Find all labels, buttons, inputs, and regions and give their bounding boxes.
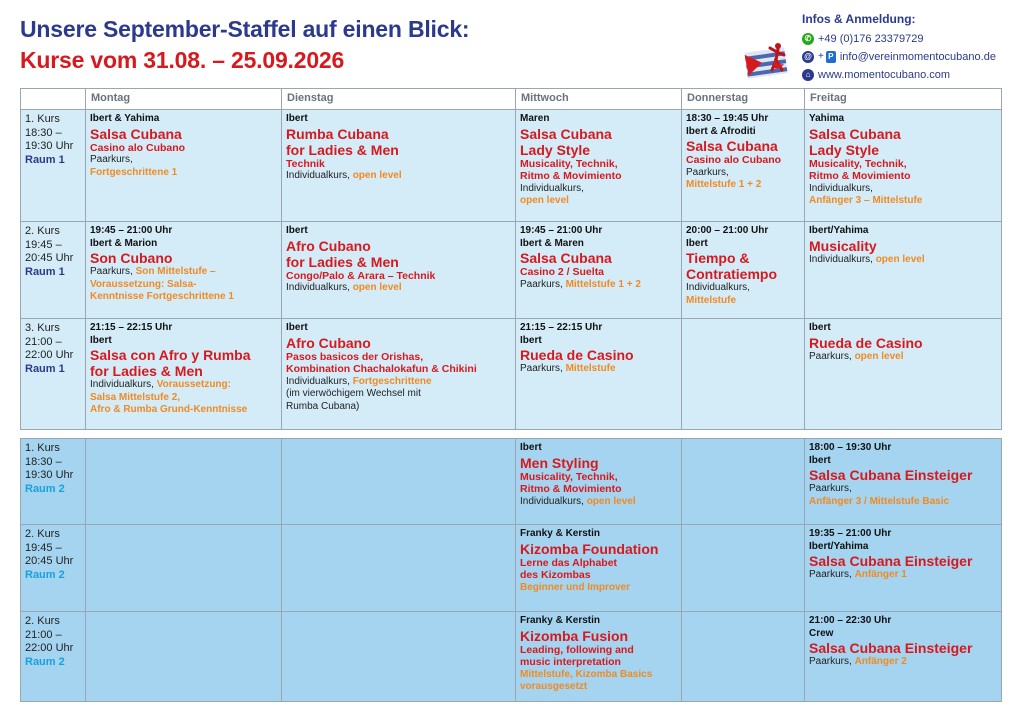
header-mittwoch: Mittwoch	[516, 89, 682, 110]
course-level: Anfänger 2	[854, 656, 907, 667]
email-address[interactable]: info@vereinmomentocubano.de	[839, 50, 996, 63]
course-title: Salsa Cubana	[809, 125, 901, 142]
course-time: 19:35 – 21:00 Uhr	[809, 528, 892, 539]
time-end: 19:30 Uhr	[25, 469, 74, 481]
kurs-number: 2. Kurs	[25, 528, 60, 540]
course-type-text: Paarkurs,	[520, 363, 566, 374]
phone-row[interactable]	[802, 31, 1017, 46]
course-title: Rueda de Casino	[520, 347, 634, 363]
kurs-number: 1. Kurs	[25, 442, 60, 454]
course-note: Rumba Cubana)	[286, 400, 360, 412]
email-icon: @	[802, 51, 814, 63]
room-label: Raum 1	[25, 362, 65, 375]
course-subtitle: Ritmo & Movimiento	[520, 483, 622, 495]
course-level: Anfänger 1	[854, 569, 907, 580]
course-type-text: Individualkurs,	[520, 495, 587, 507]
course-type-text: Paarkurs,	[520, 278, 566, 290]
course-subtitle: Lerne das Alphabet	[520, 556, 618, 569]
course-level: open level	[520, 195, 569, 206]
course-cell[interactable]	[86, 222, 282, 319]
course-subtitle: Leading, following and	[520, 643, 634, 656]
course-type: Individualkurs,	[809, 182, 873, 194]
course-level: Mittelstufe	[686, 294, 736, 306]
course-cell[interactable]	[516, 110, 682, 222]
instructor: Ibert/Yahima	[809, 540, 869, 552]
course-cell[interactable]	[805, 612, 1002, 702]
table-row	[21, 439, 1002, 525]
instructor: Ibert	[286, 225, 308, 236]
empty-cell	[86, 612, 282, 702]
course-level: Son Mittelstufe –	[135, 266, 216, 277]
course-level: open level	[875, 253, 925, 265]
course-type-text: Paarkurs,	[809, 350, 855, 362]
instructor: Ibert & Marion	[90, 237, 158, 249]
table-row	[21, 612, 1002, 702]
instructor: Franky & Kerstin	[520, 615, 601, 626]
course-type	[520, 363, 677, 376]
phone-number[interactable]: +49 (0)176 23379729	[818, 32, 924, 45]
course-title: for Ladies & Men	[286, 141, 399, 158]
course-subtitle: Ritmo & Movimiento	[809, 170, 911, 182]
course-type	[286, 376, 511, 389]
instructor: Ibert/Yahima	[809, 225, 869, 236]
empty-cell	[282, 612, 516, 702]
instructor: Ibert	[809, 322, 831, 333]
course-level: Beginner und Improver	[520, 581, 631, 593]
course-cell[interactable]	[805, 439, 1002, 525]
course-time: 21:15 – 22:15 Uhr	[520, 322, 603, 333]
time-end: 22:00 Uhr	[25, 642, 74, 654]
contact-info	[802, 12, 1017, 85]
page-title: Unsere September-Staffel auf einen Blick:	[20, 16, 470, 42]
course-type	[809, 569, 997, 582]
slot-label	[21, 110, 86, 222]
course-type: Paarkurs,	[686, 166, 729, 178]
course-type: Paarkurs,	[90, 154, 133, 165]
course-cell[interactable]	[805, 222, 1002, 319]
course-level: Mittelstufe	[565, 363, 616, 374]
course-requirement: Kenntnisse Fortgeschrittene 1	[90, 291, 234, 302]
course-level: open level	[352, 282, 402, 293]
course-title: Salsa Cubana Einsteiger	[809, 553, 973, 569]
course-subtitle: music interpretation	[520, 656, 621, 668]
course-cell[interactable]	[516, 319, 682, 430]
course-cell[interactable]	[516, 612, 682, 702]
instructor: Crew	[809, 627, 834, 639]
course-subtitle: Musicality, Technik,	[520, 157, 618, 170]
course-type	[809, 656, 997, 669]
empty-cell	[86, 525, 282, 612]
instructor: Maren	[520, 113, 550, 124]
course-subtitle: Musicality, Technik,	[520, 470, 618, 483]
instructor: Ibert	[520, 442, 542, 453]
instructor: Ibert	[286, 113, 308, 124]
website-row[interactable]	[802, 67, 1017, 82]
course-cell[interactable]	[682, 222, 805, 319]
instructor: Yahima	[809, 113, 845, 124]
course-title: Afro Cubano	[286, 334, 371, 351]
slot-label	[21, 319, 86, 430]
course-title: Salsa Cubana	[686, 138, 778, 154]
slot-label	[21, 222, 86, 319]
course-level: Fortgeschrittene 1	[90, 166, 178, 178]
title-block	[20, 16, 469, 74]
instructor: Ibert & Maren	[520, 237, 584, 249]
course-title: Salsa Cubana	[520, 125, 612, 142]
empty-cell	[682, 439, 805, 525]
room-label: Raum 2	[25, 655, 65, 668]
course-title: for Ladies & Men	[286, 253, 399, 270]
day-header-row	[21, 89, 1002, 110]
course-type	[809, 351, 997, 364]
course-type-text: Paarkurs,	[90, 266, 136, 277]
course-level: open level	[586, 495, 636, 507]
course-type	[809, 254, 997, 267]
course-note: (im vierwöchigem Wechsel mit	[286, 388, 421, 399]
course-title: Salsa Cubana	[520, 250, 612, 266]
table-row	[21, 222, 1002, 319]
course-time: 18:30 – 19:45 Uhr	[686, 113, 769, 124]
course-title: Men Styling	[520, 454, 599, 471]
course-type-text: Individualkurs,	[809, 253, 876, 265]
course-subtitle: Casino alo Cubano	[90, 141, 186, 154]
course-title: Son Cubano	[90, 250, 173, 266]
time-end: 20:45 Uhr	[25, 252, 74, 264]
instructor: Ibert & Afroditi	[686, 125, 756, 137]
website-link[interactable]: www.momentocubano.com	[818, 68, 951, 81]
course-level: Mittelstufe, Kizomba Basics	[520, 668, 653, 680]
header-montag: Montag	[86, 89, 282, 110]
time-start: 19:45 –	[25, 541, 62, 554]
room-label: Raum 1	[25, 265, 65, 278]
course-title: Lady Style	[520, 141, 591, 158]
course-level: Voraussetzung:	[156, 379, 231, 390]
course-title: Kizomba Fusion	[520, 627, 629, 644]
course-cell[interactable]	[282, 222, 516, 319]
empty-cell	[282, 525, 516, 612]
empty-cell	[86, 439, 282, 525]
course-subtitle: Casino 2 / Suelta	[520, 266, 605, 278]
course-title: Tiempo &	[686, 250, 750, 266]
time-start: 21:00 –	[25, 628, 62, 641]
course-subtitle: Pasos basicos der Orishas,	[286, 350, 424, 363]
course-level: Anfänger 3 – Mittelstufe	[809, 195, 923, 206]
course-type: Paarkurs,	[809, 483, 852, 494]
header-donnerstag: Donnerstag	[682, 89, 805, 110]
header-corner	[21, 89, 86, 110]
course-title: Rueda de Casino	[809, 334, 923, 351]
course-type	[90, 266, 277, 279]
empty-cell	[682, 525, 805, 612]
slot-label	[21, 439, 86, 525]
course-cell[interactable]	[86, 319, 282, 430]
room-label: Raum 2	[25, 568, 65, 581]
course-cell[interactable]	[805, 319, 1002, 430]
email-row[interactable]	[802, 49, 1017, 64]
course-type-text: Individualkurs,	[286, 375, 353, 387]
course-type	[286, 282, 511, 295]
course-cell[interactable]	[516, 525, 682, 612]
course-type-text: Individualkurs,	[286, 170, 353, 181]
course-subtitle: Casino alo Cubano	[686, 154, 782, 166]
time-start: 18:30 –	[25, 126, 62, 139]
home-icon: ⌂	[802, 69, 814, 81]
header-freitag: Freitag	[805, 89, 1002, 110]
course-level: Mittelstufe 1 + 2	[565, 278, 641, 290]
course-type	[286, 170, 511, 183]
empty-cell	[682, 612, 805, 702]
table-row	[21, 319, 1002, 430]
course-type-text: Individualkurs,	[286, 282, 353, 293]
course-subtitle: Musicality, Technik,	[809, 157, 907, 170]
time-start: 21:00 –	[25, 335, 62, 348]
course-title: Lady Style	[809, 141, 880, 158]
course-time: 21:00 – 22:30 Uhr	[809, 615, 892, 626]
course-time: 21:15 – 22:15 Uhr	[90, 322, 173, 333]
kurs-number: 3. Kurs	[25, 322, 60, 334]
course-title: for Ladies & Men	[90, 363, 203, 379]
course-title: Salsa Cubana	[90, 125, 182, 142]
kurs-number: 1. Kurs	[25, 113, 60, 125]
course-type	[520, 496, 677, 509]
time-start: 18:30 –	[25, 455, 62, 468]
course-type	[90, 379, 277, 392]
course-subtitle: Kombination Chachalokafun & Chikini	[286, 363, 477, 375]
course-title: Rumba Cubana	[286, 125, 389, 142]
course-type-text: Paarkurs,	[809, 656, 855, 667]
slot-label	[21, 525, 86, 612]
course-type: Individualkurs,	[520, 182, 584, 194]
course-cell[interactable]	[516, 222, 682, 319]
course-cell[interactable]	[282, 110, 516, 222]
course-requirement: Afro & Rumba Grund-Kenntnisse	[90, 404, 248, 415]
schedule-room-2	[20, 438, 1002, 702]
course-level: open level	[352, 170, 402, 181]
course-level: vorausgesetzt	[520, 681, 588, 692]
course-level: Mittelstufe 1 + 2	[686, 179, 762, 190]
course-title: Contratiempo	[686, 266, 777, 282]
course-type-text: Individualkurs,	[90, 379, 157, 390]
course-title: Salsa Cubana Einsteiger	[809, 640, 973, 656]
time-end: 19:30 Uhr	[25, 140, 74, 152]
course-time: 18:00 – 19:30 Uhr	[809, 442, 892, 453]
time-start: 19:45 –	[25, 238, 62, 251]
table-row	[21, 525, 1002, 612]
time-end: 22:00 Uhr	[25, 349, 74, 361]
course-title: Kizomba Foundation	[520, 540, 659, 557]
course-title: Afro Cubano	[286, 237, 371, 254]
room-label: Raum 2	[25, 482, 65, 495]
instructor: Ibert	[809, 454, 831, 466]
instructor: Franky & Kerstin	[520, 528, 601, 539]
course-type-text: Paarkurs,	[809, 569, 855, 580]
course-type	[520, 279, 677, 292]
table-row	[21, 110, 1002, 222]
course-cell[interactable]	[282, 319, 516, 430]
course-requirement: Voraussetzung: Salsa-	[90, 278, 197, 290]
momento-cubano-logo	[744, 40, 800, 82]
room-label: Raum 1	[25, 153, 65, 166]
course-time: 19:45 – 21:00 Uhr	[520, 225, 603, 236]
kurs-number: 2. Kurs	[25, 615, 60, 627]
instructor: Ibert	[686, 237, 708, 249]
course-cell[interactable]	[682, 110, 805, 222]
empty-cell	[282, 439, 516, 525]
time-end: 20:45 Uhr	[25, 555, 74, 567]
course-title: Salsa Cubana Einsteiger	[809, 467, 973, 483]
course-level: Anfänger 3 / Mittelstufe Basic	[809, 495, 950, 507]
course-time: 19:45 – 21:00 Uhr	[90, 225, 173, 236]
plus-sign: +	[818, 51, 824, 62]
whatsapp-icon: ✆	[802, 33, 814, 45]
instructor: Ibert	[286, 322, 308, 333]
course-title: Musicality	[809, 237, 877, 254]
course-subtitle: Congo/Palo & Arara – Technik	[286, 269, 436, 282]
course-title: Salsa con Afro y Rumba	[90, 347, 251, 363]
course-cell[interactable]	[516, 439, 682, 525]
page-subtitle: Kurse vom 31.08. – 25.09.2026	[20, 47, 345, 73]
course-time: 20:00 – 21:00 Uhr	[686, 225, 769, 236]
slot-label	[21, 612, 86, 702]
instructor: Ibert	[520, 334, 542, 346]
paypal-icon: P	[826, 51, 836, 63]
instructor: Ibert	[90, 334, 112, 346]
course-level: Fortgeschrittene	[352, 375, 432, 387]
empty-cell	[682, 319, 805, 430]
course-subtitle: Technik	[286, 157, 325, 170]
course-type: Individualkurs,	[686, 282, 750, 293]
course-requirement: Salsa Mittelstufe 2,	[90, 391, 181, 403]
course-cell[interactable]	[86, 110, 282, 222]
instructor: Ibert & Yahima	[90, 113, 160, 124]
course-level: open level	[854, 350, 904, 362]
course-subtitle: Ritmo & Movimiento	[520, 170, 622, 182]
info-heading: Infos & Anmeldung:	[802, 12, 916, 26]
course-cell[interactable]	[805, 110, 1002, 222]
header-dienstag: Dienstag	[282, 89, 516, 110]
kurs-number: 2. Kurs	[25, 225, 60, 237]
schedule-room-1	[20, 88, 1002, 430]
course-subtitle: des Kizombas	[520, 569, 591, 581]
course-cell[interactable]	[805, 525, 1002, 612]
